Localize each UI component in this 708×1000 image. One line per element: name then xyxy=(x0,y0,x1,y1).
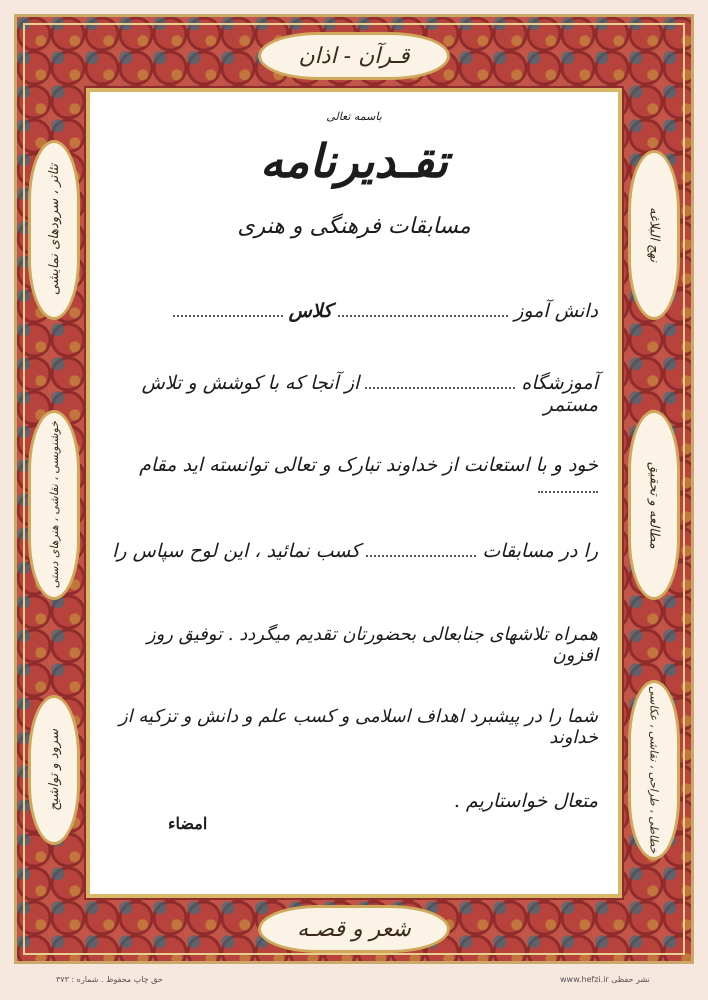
cartouche-right-lower-text: خطاطی ، طراحی ، نقاشی ، عکاسی xyxy=(647,686,661,854)
student-name-blank[interactable] xyxy=(338,314,508,317)
cartouche-left-middle xyxy=(28,410,80,600)
cartouche-right-middle-text: مطالعه و تحقیق xyxy=(646,461,662,549)
line6-text: شما را در پیشبرد اهداف اسلامی و کسب علم و دانش و تزکیه از خداوند xyxy=(118,706,598,748)
cartouche-right-upper-text: نهج البلاغه xyxy=(646,207,662,263)
line-school xyxy=(110,372,598,416)
cartouche-bottom-text: شعر و قصـه xyxy=(297,916,411,942)
footer-copyright: حق چاپ محفوظ . شماره : ۳۷۳ xyxy=(56,975,163,984)
cartouche-left-upper xyxy=(28,140,80,320)
line-rank xyxy=(110,454,598,498)
footer-publisher: www.hefzi.ir نشر حفظی xyxy=(560,975,650,984)
line2-text: از آنجا که با کوشش و تلاش مستمر xyxy=(141,372,598,416)
school-blank[interactable] xyxy=(365,386,515,389)
rank-blank[interactable] xyxy=(538,490,598,493)
competition-blank[interactable] xyxy=(366,554,476,557)
line-wish xyxy=(100,706,598,748)
student-label: دانش آموز xyxy=(514,300,598,322)
signature-label: امضاء xyxy=(168,814,208,833)
line-closing xyxy=(110,790,598,812)
cartouche-left-lower-text: سرود و تواشیح xyxy=(46,729,62,811)
line-appreciation xyxy=(100,624,598,666)
class-blank[interactable] xyxy=(173,314,283,317)
line7-text: متعال خواستاریم . xyxy=(453,790,598,812)
cartouche-right-middle xyxy=(628,410,680,600)
certificate-panel xyxy=(86,88,622,898)
school-label: آموزشگاه xyxy=(521,372,598,394)
cartouche-top xyxy=(258,32,450,80)
bismillah: باسمه تعالی xyxy=(326,110,382,123)
cartouche-right-lower xyxy=(628,680,680,860)
line-student xyxy=(110,300,598,322)
line-competition xyxy=(110,540,598,562)
line5-text: همراه تلاشهای جنابعالی بحضورتان تقدیم میگردد . توفیق روز افزون xyxy=(146,624,598,666)
cartouche-left-upper-text: تئاتر ، سرودهای نمایشی xyxy=(46,164,62,296)
cartouche-right-upper xyxy=(628,150,680,320)
class-label: کلاس xyxy=(288,300,333,322)
line4-label: را در مسابقات xyxy=(482,540,598,562)
line3-text: خود و با استعانت از خداوند تبارک و تعالی توانسته اید مقام xyxy=(139,454,598,476)
cartouche-left-middle-text: خوشنویسی ، نقاشی ، هنرهای دستی xyxy=(47,421,61,589)
cartouche-bottom xyxy=(258,905,450,953)
certificate-subtitle: مسابقات فرهنگی و هنری xyxy=(237,214,471,239)
cartouche-top-text: قـرآن - اذان xyxy=(298,43,410,69)
certificate-title: تقـدیرنامه xyxy=(260,134,448,188)
cartouche-left-lower xyxy=(28,695,80,845)
line4-text: کسب نمائید ، این لوح سپاس را xyxy=(112,540,361,562)
